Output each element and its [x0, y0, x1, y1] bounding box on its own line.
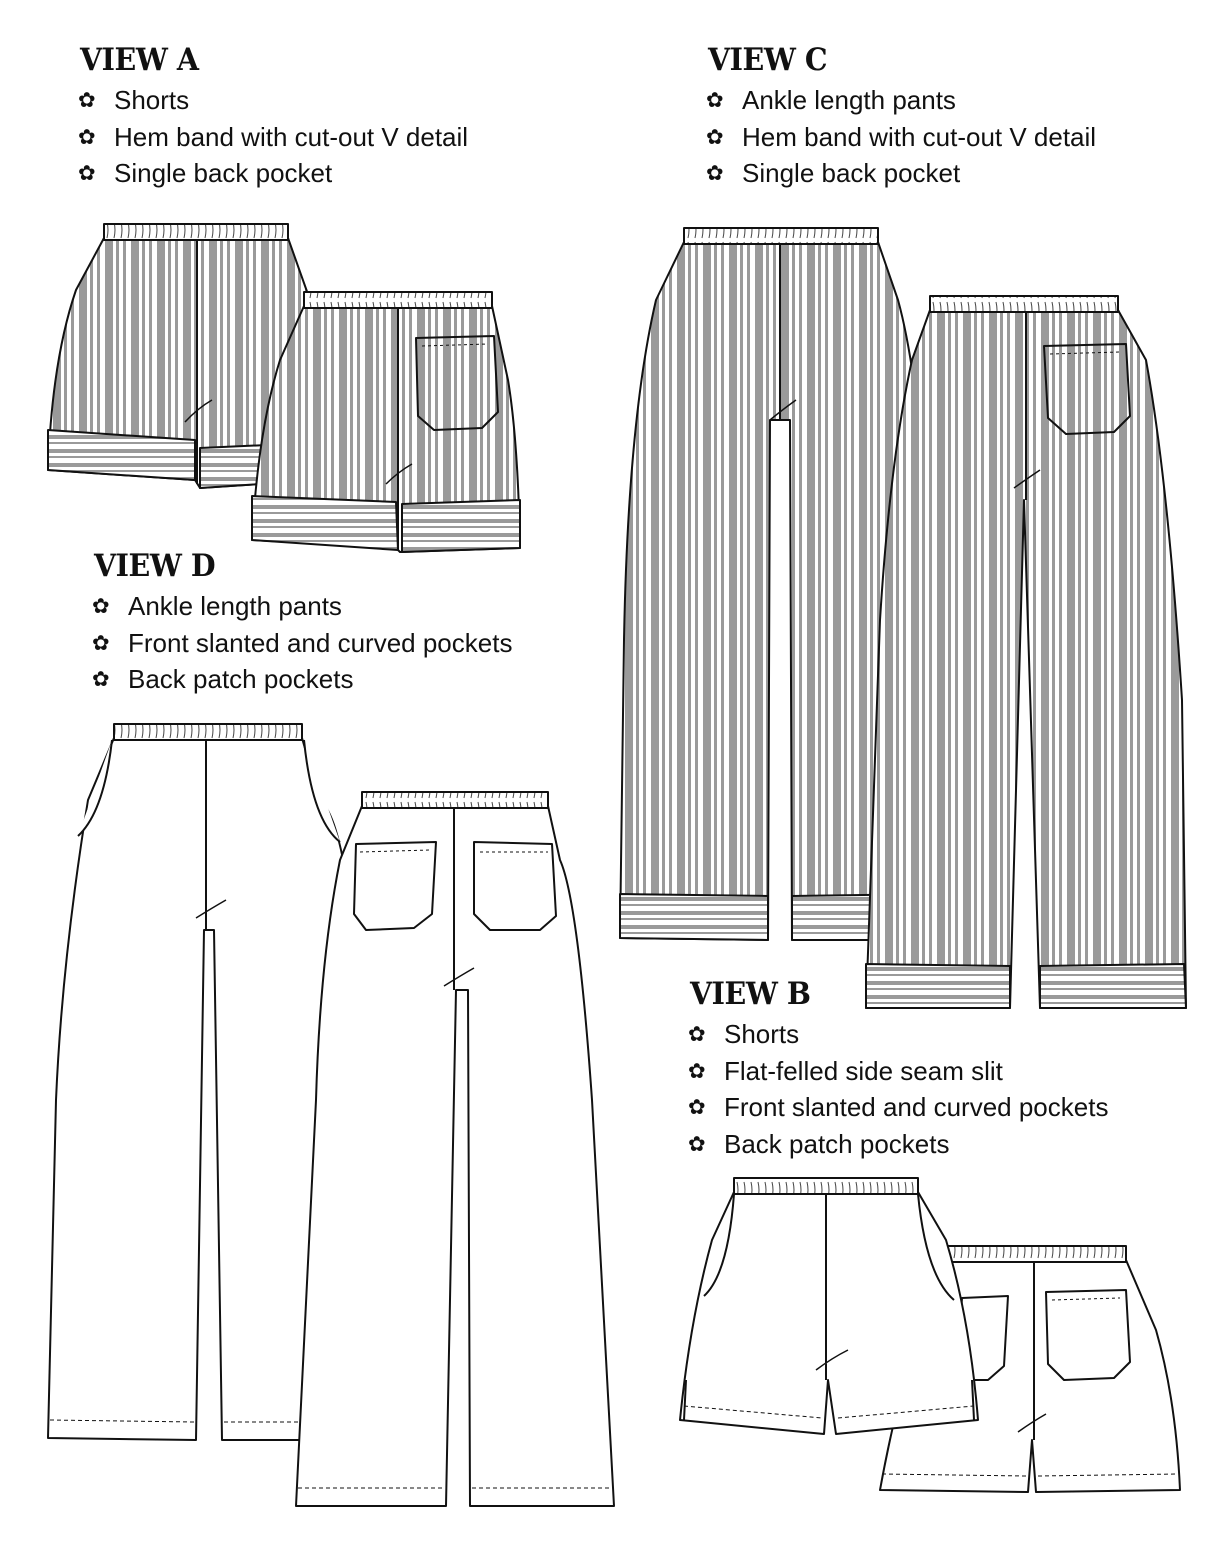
view-d-features [92, 588, 512, 698]
list-item: ✿ Back patch pockets [688, 1126, 1108, 1163]
view-a-back-shorts [252, 292, 520, 552]
flower-bullet-icon: ✿ [688, 1058, 706, 1083]
flower-bullet-icon: ✿ [706, 88, 724, 112]
list-item: ✿ Single back pocket [78, 155, 468, 192]
list-item: ✿ Ankle length pants [706, 82, 1096, 119]
list-item: ✿ Ankle length pants [92, 588, 512, 625]
flower-bullet-icon: ✿ [688, 1095, 706, 1119]
list-item: ✿ Front slanted and curved pockets [688, 1089, 1108, 1126]
list-item: ✿ Back patch pockets [92, 661, 512, 698]
view-b-title: VIEW B [690, 976, 811, 1012]
view-a-title: VIEW A [80, 42, 199, 78]
flower-bullet-icon: ✿ [92, 667, 110, 691]
flower-bullet-icon: ✿ [706, 161, 724, 185]
view-d-title: VIEW D [94, 548, 216, 584]
view-b-block [688, 976, 1108, 1162]
flower-bullet-icon: ✿ [688, 1022, 706, 1046]
list-item: ✿ Shorts [78, 82, 468, 119]
flower-bullet-icon: ✿ [706, 124, 724, 149]
list-item: ✿ Hem band with cut-out V detail [706, 119, 1096, 156]
flower-bullet-icon: ✿ [78, 88, 96, 112]
view-b-features [688, 1016, 1108, 1162]
flower-bullet-icon: ✿ [688, 1131, 706, 1156]
list-item: ✿ Single back pocket [706, 155, 1096, 192]
view-c-block [706, 42, 1096, 192]
flower-bullet-icon: ✿ [78, 124, 96, 149]
flower-bullet-icon: ✿ [92, 630, 110, 655]
flower-bullet-icon: ✿ [78, 161, 96, 185]
list-item: ✿ Shorts [688, 1016, 1108, 1053]
view-b-front-shorts [680, 1178, 978, 1434]
list-item: ✿ Flat-felled side seam slit [688, 1053, 1108, 1090]
flower-bullet-icon: ✿ [92, 594, 110, 618]
view-c-title: VIEW C [708, 42, 828, 78]
view-d-back-pants [296, 792, 614, 1506]
list-item: ✿ Hem band with cut-out V detail [78, 119, 468, 156]
list-item: ✿ Front slanted and curved pockets [92, 625, 512, 662]
view-a-block [78, 42, 468, 192]
view-c-back-pants [866, 296, 1186, 1008]
view-d-block [92, 548, 512, 698]
view-c-features [706, 82, 1096, 192]
view-a-features [78, 82, 468, 192]
